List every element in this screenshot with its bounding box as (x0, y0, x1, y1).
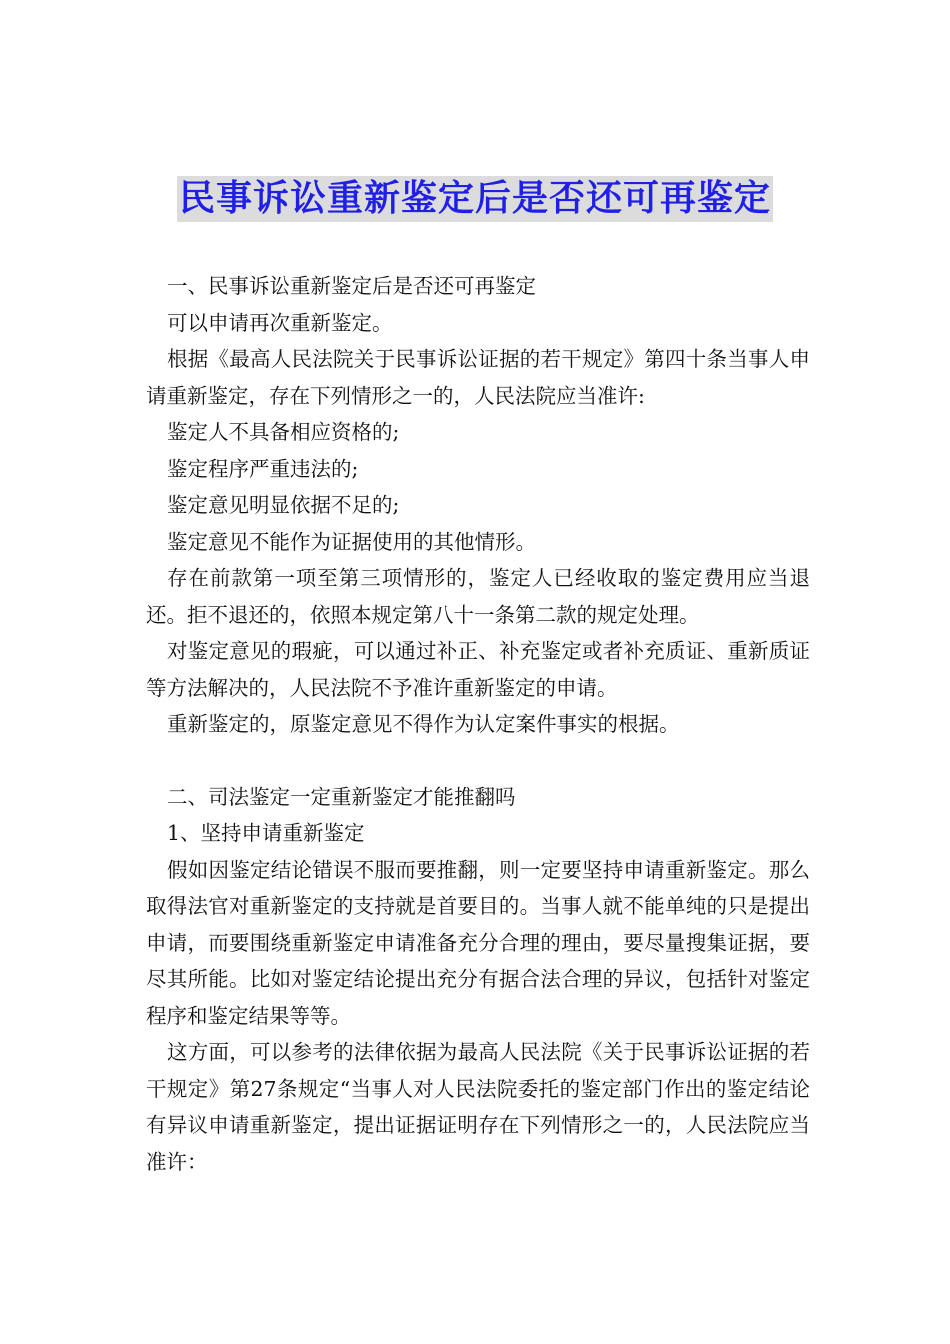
paragraph: 这方面，可以参考的法律依据为最高人民法院《关于民事诉讼证据的若干规定》第27条规定“当事人对人民法院委托的鉴定部门作出的鉴定结论有异议申请重新鉴定，提出证据证明存在下列情形之一的，人民法院应当准许： (146, 1040, 810, 1174)
section-heading-2: 二、司法鉴定一定重新鉴定才能推翻吗 (167, 784, 516, 809)
title-container (0, 176, 950, 222)
paragraph: 假如因鉴定结论错误不服而要推翻，则一定要坚持申请重新鉴定。那么取得法官对重新鉴定的支持就是首要目的。当事人就不能单纯的只是提出申请，而要围绕重新鉴定申请准备充分合理的理由，要尽量搜集证据，要尽其所能。比如对鉴定结论提出充分有据合法合理的异议，包括针对鉴定程序和鉴定结果等等。 (146, 857, 810, 1028)
paragraph: 存在前款第一项至第三项情形的，鉴定人已经收取的鉴定费用应当退还。拒不退还的，依照本规定第八十一条第二款的规定处理。 (146, 566, 810, 627)
document-body (146, 268, 810, 1180)
list-item: 鉴定人不具备相应资格的; (167, 420, 400, 444)
document-title: 民事诉讼重新鉴定后是否还可再鉴定 (177, 176, 773, 222)
subsection-heading: 1、坚持申请重新鉴定 (167, 821, 365, 845)
paragraph: 对鉴定意见的瑕疵，可以通过补正、补充鉴定或者补充质证、重新质证等方法解决的，人民法院不予准许重新鉴定的申请。 (146, 639, 810, 700)
section-heading-1: 一、民事诉讼重新鉴定后是否还可再鉴定 (167, 274, 536, 298)
list-item: 鉴定意见明显依据不足的; (167, 493, 400, 517)
list-item: 鉴定意见不能作为证据使用的其他情形。 (167, 529, 536, 554)
paragraph: 可以申请再次重新鉴定。 (167, 310, 393, 335)
paragraph: 重新鉴定的，原鉴定意见不得作为认定案件事实的根据。 (167, 712, 680, 736)
section-spacer (146, 743, 810, 779)
list-item: 鉴定程序严重违法的; (167, 456, 359, 481)
paragraph: 根据《最高人民法院关于民事诉讼证据的若干规定》第四十条当事人申请重新鉴定，存在下列情形之一的，人民法院应当准许: (146, 347, 810, 408)
